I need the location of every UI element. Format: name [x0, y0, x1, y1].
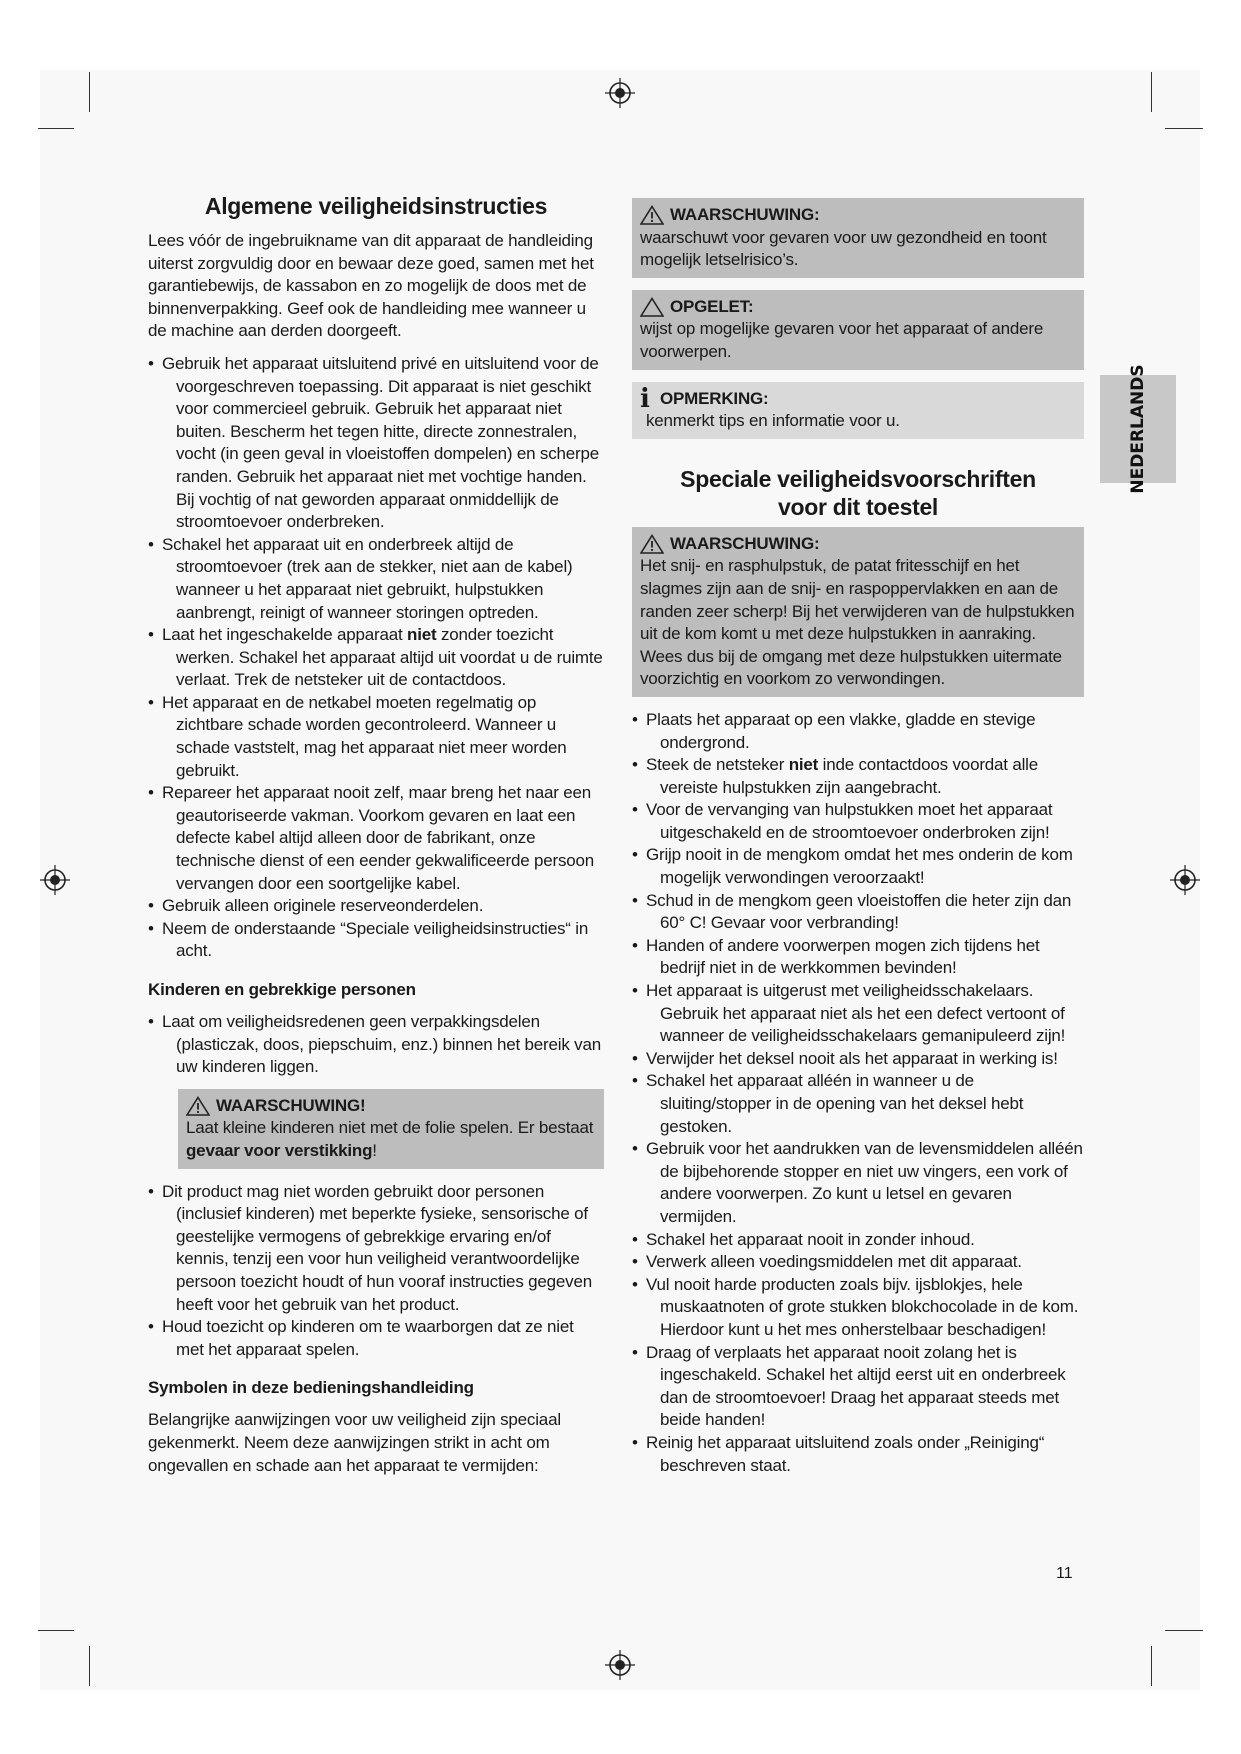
list-item: • Gebruik voor het aandrukken van de levensmiddelen alléén de bijbehorende stopper en niet uw vingers, een vork of andere voorwerpen. Zo kunt u letsel en gevaren vermijden. — [632, 1138, 1084, 1228]
list-item: • Reinig het apparaat uitsluitend zoals onder „Reiniging“ beschreven staat. — [632, 1432, 1084, 1477]
registration-mark-icon — [605, 1650, 635, 1680]
list-item: • Steek de netsteker niet inde contactdoos voordat alle vereiste hulpstukken zijn aangebracht. — [632, 754, 1084, 799]
list-item: • Verwerk alleen voedingsmiddelen met dit apparaat. — [632, 1251, 1084, 1274]
section-title-special: Speciale veiligheidsvoorschriften voor dit toestel — [680, 465, 1036, 520]
warning-text: Laat kleine kinderen niet met de folie spelen. Er bestaat gevaar voor verstikking! — [186, 1118, 594, 1160]
crop-mark — [89, 72, 90, 112]
list-item: • Vul nooit harde producten zoals bijv. ijsblokjes, hele muskaatnoten of grote stukken blokchocolade in de kom. Hierdoor kunt u het mes onherstelbaar beschadigen! — [632, 1274, 1084, 1342]
list-item: • Verwijder het deksel nooit als het apparaat in werking is! — [632, 1048, 1084, 1071]
general-bullet-list — [148, 353, 604, 963]
children-warning-box — [178, 1089, 604, 1169]
crop-mark — [38, 128, 74, 129]
list-item: • Laat het ingeschakelde apparaat niet zonder toezicht werken. Schakel het apparaat altijd uit voordat u de ruimte verlaat. Trek de netsteker uit de contactdoos. — [148, 624, 604, 692]
list-item: • Schud in de mengkom geen vloeistoffen die heter zijn dan 60° C! Gevaar voor verbranding! — [632, 890, 1084, 935]
list-item: • Handen of andere voorwerpen mogen zich tijdens het bedrijf niet in de werkkommen bevinden! — [632, 935, 1084, 980]
warning-text: Het snij- en rasphulpstuk, de patat fritesschijf en het slagmes zijn aan de snij- en raspoppervlakken en aan de randen zeer scherp! Bij het verwijderen van de hulpstukken uit de kom komt u met deze hulpstukken in aanraking. Wees dus bij de omgang met deze hulpstukken uitermate voorzichtig en voorkom zo verwondingen. — [640, 556, 1075, 689]
crop-mark — [89, 1646, 90, 1686]
list-item: • Plaats het apparaat op een vlakke, gladde en stevige ondergrond. — [632, 709, 1084, 754]
info-icon: i — [640, 383, 650, 414]
list-item: • Schakel het apparaat uit en onderbreek altijd de stroomtoevoer (trek aan de stekker, niet aan de kabel) wanneer u het apparaat niet gebruikt, hulpstukken aanbrengt, reinigt of wanneer storingen optreden. — [148, 534, 604, 624]
warning-triangle-icon — [640, 205, 664, 225]
list-item: • Grijp nooit in de mengkom omdat het mes onderin de kom mogelijk verwondingen veroorzaakt! — [632, 844, 1084, 889]
right-column — [632, 198, 1084, 1481]
special-bullet-list — [632, 709, 1084, 1477]
list-item: • Gebruik het apparaat uitsluitend privé en uitsluitend voor de voorgeschreven toepassing. Dit apparaat is niet geschikt voor commercieel gebruik. Gebruik het apparaat niet buiten. Bescherm het tegen hitte, directe zonnestralen, vocht (in geen geval in vloeistoffen dompelen) en scherpe randen. Gebruik het apparaat niet met vochtige handen. Bij vochtig of nat geworden apparaat onmiddellijk de stroomtoevoer onderbreken. — [148, 353, 604, 534]
symbols-paragraph: Belangrijke aanwijzingen voor uw veiligheid zijn speciaal gekenmerkt. Neem deze aanwijzingen strikt in acht om ongevallen en schade aan het apparaat te vermijden: — [148, 1410, 561, 1475]
page-number: 11 — [1056, 1565, 1073, 1582]
intro-paragraph: Lees vóór de ingebruikname van dit apparaat de handleiding uiterst zorgvuldig door en bewaar deze goed, samen met het garantiebewijs, de kassabon en zo mogelijk de doos met de binnenverpakking. Geef ook de handleiding mee wanneer u de machine aan derden doorgeeft. — [148, 231, 594, 341]
list-item: • Dit product mag niet worden gebruikt door personen (inclusief kinderen) met beperkte fysieke, sensorische of geestelijke vermogens of gebrekkige ervaring en/of kennis, tenzij een voor hun veiligheid verantwoordelijke persoon toezicht houdt of hun vooraf instructies gegeven heeft voor het gebruik van het product. — [148, 1181, 604, 1317]
children-bullet-list-2 — [148, 1181, 604, 1362]
warning-title: WAARSCHUWING! — [216, 1095, 366, 1115]
warning-title: WAARSCHUWING: — [670, 205, 820, 224]
list-item: • Het apparaat en de netkabel moeten regelmatig op zichtbare schade worden gecontroleerd. Wanneer u schade vaststelt, mag het apparaat niet meer worden gebruikt. — [148, 692, 604, 782]
list-item: • Neem de onderstaande “Speciale veiligheidsinstructies“ in acht. — [148, 918, 604, 963]
special-warning-box — [632, 527, 1084, 697]
left-column — [148, 192, 604, 1487]
warning-text: waarschuwt voor gevaren voor uw gezondheid en toont mogelijk letselrisico’s. — [640, 227, 1047, 270]
crop-mark — [1151, 72, 1152, 112]
crop-mark — [38, 1630, 74, 1631]
caution-title: OPGELET: — [670, 296, 754, 316]
registration-mark-icon — [605, 78, 635, 108]
list-item: • Repareer het apparaat nooit zelf, maar breng het naar een geautoriseerde vakman. Voorkom gevaren en laat een defecte kabel altijd alleen door de fabrikant, onze technische dienst of een eender gekwalificeerde persoon vervangen door een soortgelijke kabel. — [148, 782, 604, 895]
note-text: kenmerkt tips en informatie voor u. — [646, 411, 900, 431]
list-item: • Voor de vervanging van hulpstukken moet het apparaat uitgeschakeld en de stroomtoevoer onderbroken zijn! — [632, 799, 1084, 844]
language-tab — [1100, 364, 1176, 494]
warning-legend-box — [632, 198, 1084, 278]
note-title: OPMERKING: — [660, 388, 769, 408]
list-item: • Houd toezicht op kinderen om te waarborgen dat ze niet met het apparaat spelen. — [148, 1316, 604, 1361]
crop-mark — [1151, 1646, 1152, 1686]
caution-triangle-icon — [640, 297, 664, 317]
language-tab-label: NEDERLANDS — [1128, 364, 1148, 494]
warning-triangle-icon — [640, 534, 664, 554]
note-legend-box — [632, 382, 1084, 439]
list-item: • Gebruik alleen originele reserveonderdelen. — [148, 895, 604, 918]
registration-mark-icon — [1170, 865, 1200, 895]
list-item: • Laat om veiligheidsredenen geen verpakkingsdelen (plasticzak, doos, piepschuim, enz.) binnen het bereik van uw kinderen liggen. — [148, 1011, 604, 1079]
warning-title: WAARSCHUWING: — [670, 533, 820, 553]
symbols-heading: Symbolen in deze bedieningshandleiding — [148, 1378, 474, 1398]
children-bullet-list — [148, 1011, 604, 1079]
list-item: • Schakel het apparaat nooit in zonder inhoud. — [632, 1229, 1084, 1252]
list-item: • Het apparaat is uitgerust met veiligheidsschakelaars. Gebruik het apparaat niet als het een defect vertoont of wanneer de veiligheidsschakelaars gemanipuleerd zijn! — [632, 980, 1084, 1048]
crop-mark — [1165, 128, 1203, 129]
crop-mark — [1165, 1630, 1203, 1631]
warning-triangle-icon — [186, 1096, 210, 1116]
registration-mark-icon — [40, 865, 70, 895]
list-item: • Schakel het apparaat alléén in wanneer u de sluiting/stopper in de opening van het deksel hebt gestoken. — [632, 1070, 1084, 1138]
children-heading: Kinderen en gebrekkige personen — [148, 980, 416, 999]
list-item: • Draag of verplaats het apparaat nooit zolang het is ingeschakeld. Schakel het altijd eerst uit en onderbreek dan de stroomtoevoer! Draag het apparaat steeds met beide handen! — [632, 1342, 1084, 1432]
caution-legend-box — [632, 290, 1084, 370]
section-title-general: Algemene veiligheidsinstructies — [204, 193, 548, 219]
caution-text: wijst op mogelijke gevaren voor het apparaat of andere voorwerpen. — [640, 319, 1044, 361]
